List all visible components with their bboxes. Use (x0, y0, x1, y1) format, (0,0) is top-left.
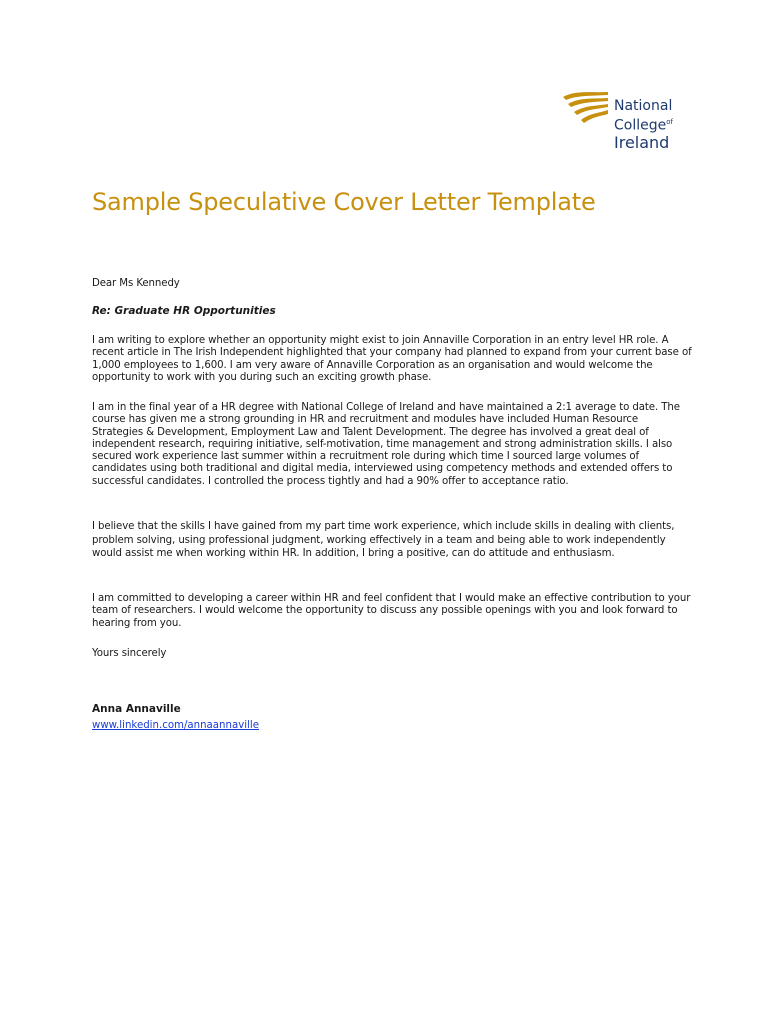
college-logo (562, 84, 682, 154)
paragraph-skills: I believe that the skills I have gained from my part time work experience, which include skills in dealing with clients, problem solving, using professional judgment, working effectively in a team and being able to work independently would assist me when working within HR. In addition, I bring a positive, can do attitude and enthusiasm. (92, 521, 675, 560)
logo-wordmark (614, 98, 673, 152)
paragraph-education: I am in the final year of a HR degree with National College of Ireland and have maintained a 2:1 average to date. The course has given me a strong grounding in HR and recruitment and modules have included Human Resource Strategies & Development, Employment Law and Talent Development. The degree has involved a great deal of independent research, requiring initiative, self-motivation, time management and strong administration skills. I also secured work experience last summer within a recruitment role during which time I sourced large volumes of candidates using both traditional and digital media, interviewed using competency methods and extended offers to successful candidates. I controlled the process tightly and had a 90% offer to acceptance ratio. (92, 402, 680, 487)
logo-line-ireland: Ireland (614, 132, 670, 152)
logo-of-word: of (666, 118, 673, 126)
paragraph-commitment: I am committed to developing a career within HR and feel confident that I would make an effective contribution to your team of researchers. I would welcome the opportunity to discuss any possible openings with you and look forward to hearing from you. (92, 593, 691, 629)
subject-line: Re: Graduate HR Opportunities (92, 305, 276, 317)
signature-name: Anna Annaville (92, 703, 181, 715)
stacked-swoosh-logo-icon (562, 90, 612, 130)
logo-college-word: College (614, 117, 667, 134)
linkedin-profile-link[interactable]: www.linkedin.com/annaannaville (92, 720, 259, 731)
salutation: Dear Ms Kennedy (92, 278, 180, 289)
logo-line-national: National (614, 98, 673, 114)
paragraph-intro: I am writing to explore whether an opportunity might exist to join Annaville Corporation in an entry level HR role. A recent article in The Irish Independent highlighted that your company had planned to expand from your current base of 1,000 employees to 1,600. I am very aware of Annaville Corporation as an organisation and would welcome the opportunity to work with you during such an exciting growth phase. (92, 335, 692, 383)
document-title: Sample Speculative Cover Letter Template (92, 188, 596, 216)
closing-line: Yours sincerely (92, 648, 167, 659)
logo-line-college (614, 114, 673, 134)
